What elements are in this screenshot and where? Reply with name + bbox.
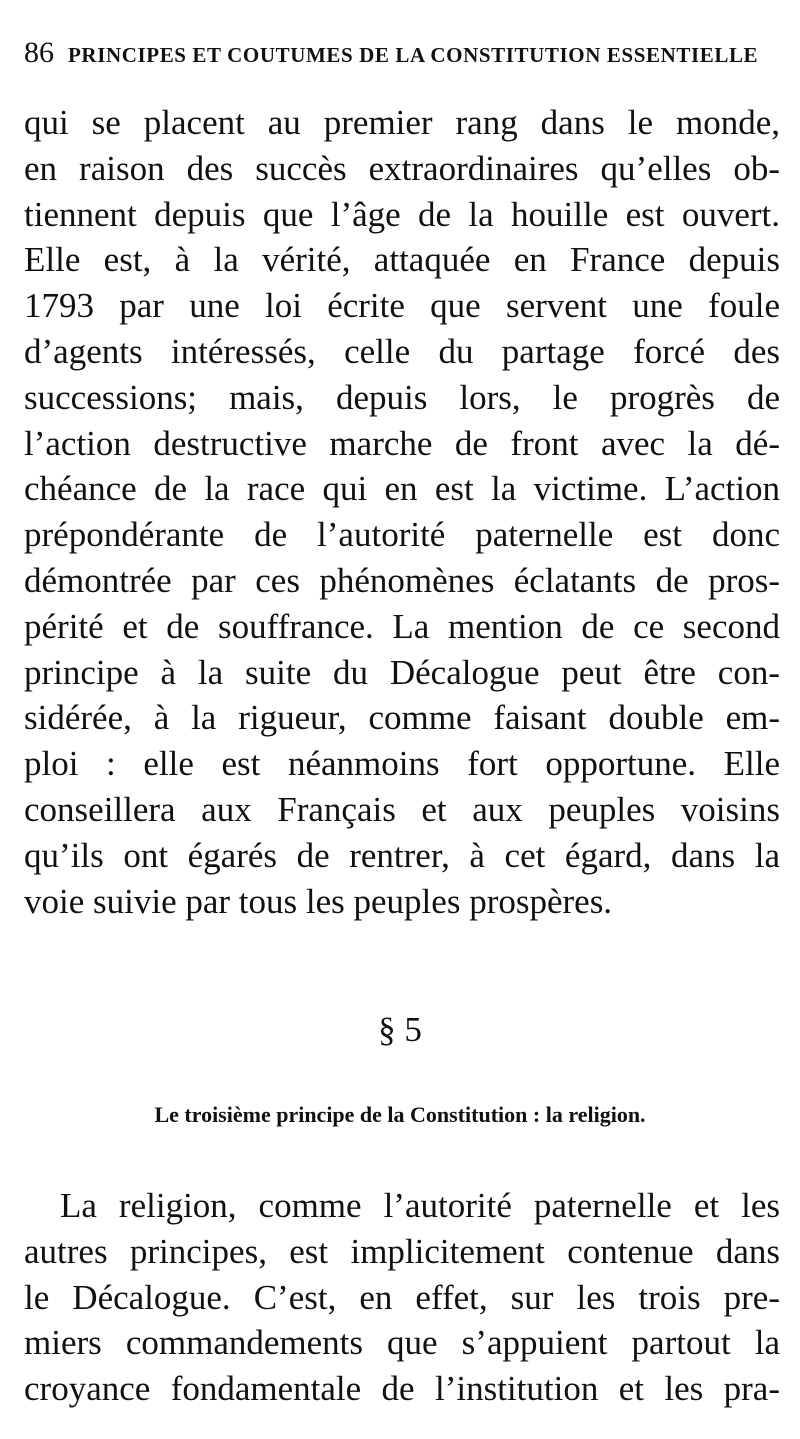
text-line: d’agents intéressés, celle du partage forcé des <box>24 331 780 371</box>
text-line: l’action destructive marche de front avec la dé- <box>24 423 780 463</box>
text-line: tiennent depuis que l’âge de la houille est ouvert. <box>24 194 780 234</box>
paragraph-1 <box>24 100 780 924</box>
text-line: le Décalogue. C’est, en effet, sur les trois pre- <box>24 1277 780 1317</box>
text-line: prépondérante de l’autorité paternelle est donc <box>24 515 780 555</box>
section-heading: Le troisième principe de la Constitution : la religion. <box>154 1102 646 1127</box>
text-line: croyance fondamentale de l’institution et les pra- <box>24 1369 780 1409</box>
section-mark: § 5 <box>378 1010 422 1049</box>
running-title: PRINCIPES ET COUTUMES DE LA CONSTITUTION ESSENTIELLE <box>68 43 759 67</box>
running-head <box>24 36 784 76</box>
text-line: qu’ils ont égarés de rentrer, à cet égard, dans la <box>24 835 780 875</box>
text-line: chéance de la race qui en est la victime. L’action <box>24 469 780 509</box>
text-line: voie suivie par tous les peuples prospères. <box>24 881 613 921</box>
text-line: périté et de souffrance. La mention de ce second <box>24 606 780 646</box>
text-line: en raison des succès extraordinaires qu’elles ob- <box>24 148 780 188</box>
text-line: La religion, comme l’autorité paternelle et les <box>60 1186 780 1225</box>
text-line: démontrée par ces phénomènes éclatants de pros- <box>24 560 780 600</box>
page-number: 86 <box>24 36 54 69</box>
text-line: autres principes, est implicitement contenue dans <box>24 1231 780 1271</box>
text-line: principe à la suite du Décalogue peut être con- <box>24 652 780 692</box>
text-line: conseillera aux Français et aux peuples voisins <box>24 789 780 829</box>
text-line: ploi : elle est néanmoins fort opportune. Elle <box>24 744 780 784</box>
text-line: sidérée, à la rigueur, comme faisant double em- <box>24 698 780 738</box>
text-line: 1793 par une loi écrite que servent une foule <box>24 286 780 326</box>
text-line: Elle est, à la vérité, attaquée en France depuis <box>24 240 780 280</box>
paragraph-2 <box>24 1183 780 1412</box>
text-line: qui se placent au premier rang dans le monde, <box>24 103 780 142</box>
text-line: miers commandements que s’appuient partout la <box>24 1323 780 1363</box>
text-line: successions; mais, depuis lors, le progrès de <box>24 377 780 417</box>
